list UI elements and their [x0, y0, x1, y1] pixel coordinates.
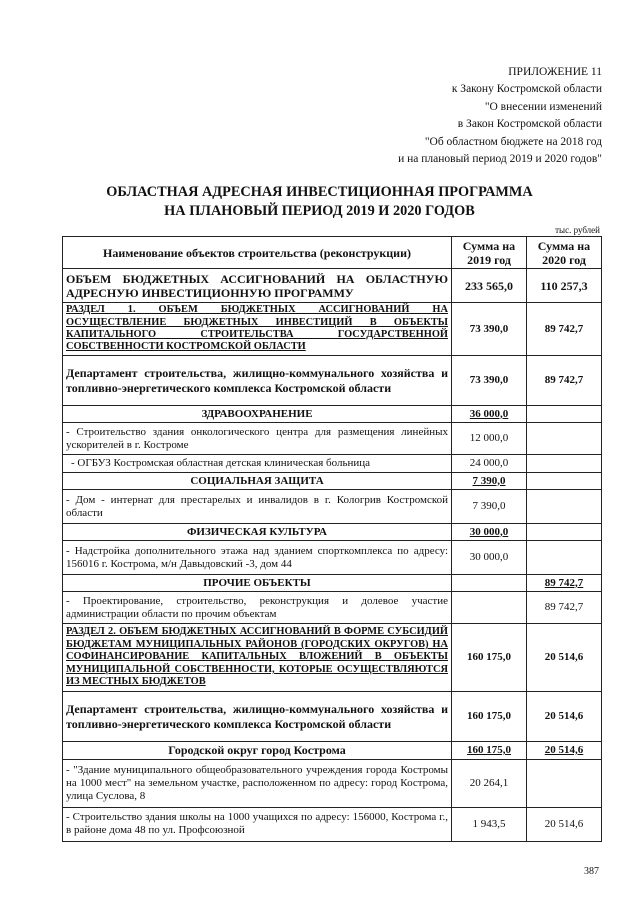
row-value-2019: 30 000,0 — [452, 524, 527, 541]
document-title — [0, 183, 639, 221]
row-value-2020 — [527, 423, 602, 455]
table-row-category — [63, 524, 602, 541]
row-value-2020 — [527, 473, 602, 490]
row-value-2019: 24 000,0 — [452, 455, 527, 473]
row-name: - Проектирование, строительство, реконструкция и долевое участие администрации области по прочим объектам — [63, 592, 452, 624]
row-name: Департамент строительства, жилищно-коммунального хозяйства и топливно-энергетического комплекса Костромской области — [63, 356, 452, 406]
row-name: ЗДРАВООХРАНЕНИЕ — [63, 406, 452, 423]
row-value-2019: 7 390,0 — [452, 473, 527, 490]
row-value-2019: 20 264,1 — [452, 759, 527, 807]
row-name: СОЦИАЛЬНАЯ ЗАЩИТА — [63, 473, 452, 490]
table-header-row — [63, 237, 602, 269]
row-value-2019: 73 390,0 — [452, 303, 527, 356]
row-value-2019: 12 000,0 — [452, 423, 527, 455]
row-name: - ОГБУЗ Костромская областная детская клиническая больница — [63, 455, 452, 473]
table-row — [63, 592, 602, 624]
table-row-total — [63, 269, 602, 303]
table-row — [63, 541, 602, 575]
row-value-2019: 7 390,0 — [452, 490, 527, 524]
section-title: РАЗДЕЛ 2. ОБЪЕМ БЮДЖЕТНЫХ АССИГНОВАНИЙ В ФОРМЕ СУБСИДИЙ БЮДЖЕТАМ МУНИЦИПАЛЬНЫХ РАЙОНОВ (ГОРОДСКИХ ОКРУГОВ) НА СОФИНАНСИРОВАНИЕ КАПИТАЛЬНЫХ ВЛОЖЕНИЙ В ОБЪЕКТЫ МУНИЦИПАЛЬНОЙ СОБСТВЕННОСТИ, КОТОРЫЕ ОСУЩЕСТВЛЯЮТСЯ ИЗ МЕСТНЫХ БЮДЖЕТОВ — [66, 626, 448, 688]
table-row-department — [63, 356, 602, 406]
row-value-2019: 30 000,0 — [452, 541, 527, 575]
appendix-line: и на плановый период 2019 и 2020 годов" — [398, 153, 602, 166]
row-name: - Дом - интернат для престарелых и инвалидов в г. Кологрив Костромской области — [63, 490, 452, 524]
row-value-2020: 20 514,6 — [527, 807, 602, 841]
row-value-2020: 89 742,7 — [527, 303, 602, 356]
table-row — [63, 759, 602, 807]
row-value-2020 — [527, 406, 602, 423]
row-value-2020: 20 514,6 — [527, 624, 602, 692]
row-value-2020: 89 742,7 — [527, 356, 602, 406]
appendix-line: "О внесении изменений — [484, 100, 602, 113]
table-row-category — [63, 473, 602, 490]
table-row-department — [63, 692, 602, 742]
table-row-section — [63, 624, 602, 692]
table-row-category — [63, 575, 602, 592]
row-value-2019: 73 390,0 — [452, 356, 527, 406]
row-name — [63, 624, 452, 692]
table-row-section — [63, 303, 602, 356]
row-value-2019: 160 175,0 — [452, 742, 527, 760]
table-row — [63, 490, 602, 524]
title-line: НА ПЛАНОВЫЙ ПЕРИОД 2019 И 2020 ГОДОВ — [164, 203, 475, 219]
appendix-line: "Об областном бюджете на 2018 год — [424, 135, 602, 148]
row-name: - Строительство здания школы на 1000 учащихся по адресу: 156000, Кострома г., в районе дома 48 по ул. Профсоюзной — [63, 807, 452, 841]
row-name: ОБЪЕМ БЮДЖЕТНЫХ АССИГНОВАНИЙ НА ОБЛАСТНУЮ АДРЕСНУЮ ИНВЕСТИЦИОННУЮ ПРОГРАММУ — [63, 269, 452, 303]
appendix-line: к Закону Костромской области — [451, 83, 602, 96]
investment-table — [62, 236, 602, 842]
row-value-2019: 36 000,0 — [452, 406, 527, 423]
header-sum-2020: Сумма на 2020 год — [527, 237, 602, 269]
row-name: ПРОЧИЕ ОБЪЕКТЫ — [63, 575, 452, 592]
row-name: - "Здание муниципального общеобразовательного учреждения города Костромы на 1000 мест" на земельном участке, расположенном по адресу: город Кострома, улица Суслова, 8 — [63, 759, 452, 807]
title-line: ОБЛАСТНАЯ АДРЕСНАЯ ИНВЕСТИЦИОННАЯ ПРОГРАММА — [106, 184, 533, 200]
row-value-2019 — [452, 592, 527, 624]
row-name — [63, 303, 452, 356]
row-name: Городской округ город Кострома — [63, 742, 452, 760]
appendix-line: в Закон Костромской области — [457, 118, 602, 131]
page-number: 387 — [584, 866, 599, 877]
row-name: - Строительство здания онкологического центра для размещения линейных ускорителей в г. Костроме — [63, 423, 452, 455]
row-value-2020: 89 742,7 — [527, 592, 602, 624]
row-value-2020: 20 514,6 — [527, 742, 602, 760]
row-name: - Надстройка дополнительного этажа над зданием спорткомплекса по адресу: 156016 г. Кострома, м/н Давыдовский -3, дом 44 — [63, 541, 452, 575]
header-name: Наименование объектов строительства (реконструкции) — [63, 237, 452, 269]
section-title: РАЗДЕЛ 1. ОБЪЕМ БЮДЖЕТНЫХ АССИГНОВАНИЙ НА ОСУЩЕСТВЛЕНИЕ БЮДЖЕТНЫХ ИНВЕСТИЦИЙ В ОБЪЕКТЫ КАПИТАЛЬНОГО СТРОИТЕЛЬСТВА ГОСУДАРСТВЕННОЙ СОБСТВЕННОСТИ КОСТРОМСКОЙ ОБЛАСТИ — [66, 304, 448, 353]
row-value-2019: 233 565,0 — [452, 269, 527, 303]
table-row — [63, 455, 602, 473]
row-value-2020 — [527, 759, 602, 807]
appendix-block — [398, 64, 602, 168]
row-value-2019 — [452, 575, 527, 592]
row-name: ФИЗИЧЕСКАЯ КУЛЬТУРА — [63, 524, 452, 541]
row-value-2020 — [527, 541, 602, 575]
row-value-2019: 160 175,0 — [452, 692, 527, 742]
units-label: тыс. рублей — [555, 225, 600, 235]
row-value-2020 — [527, 490, 602, 524]
table-row — [63, 423, 602, 455]
row-value-2020: 89 742,7 — [527, 575, 602, 592]
row-value-2020: 110 257,3 — [527, 269, 602, 303]
appendix-line: ПРИЛОЖЕНИЕ 11 — [508, 66, 602, 78]
row-value-2019: 1 943,5 — [452, 807, 527, 841]
row-value-2019: 160 175,0 — [452, 624, 527, 692]
table-row-category — [63, 406, 602, 423]
row-value-2020 — [527, 455, 602, 473]
row-name: Департамент строительства, жилищно-коммунального хозяйства и топливно-энергетического комплекса Костромской области — [63, 692, 452, 742]
table-row-municipality — [63, 742, 602, 760]
table-row — [63, 807, 602, 841]
row-value-2020: 20 514,6 — [527, 692, 602, 742]
header-sum-2019: Сумма на 2019 год — [452, 237, 527, 269]
row-value-2020 — [527, 524, 602, 541]
